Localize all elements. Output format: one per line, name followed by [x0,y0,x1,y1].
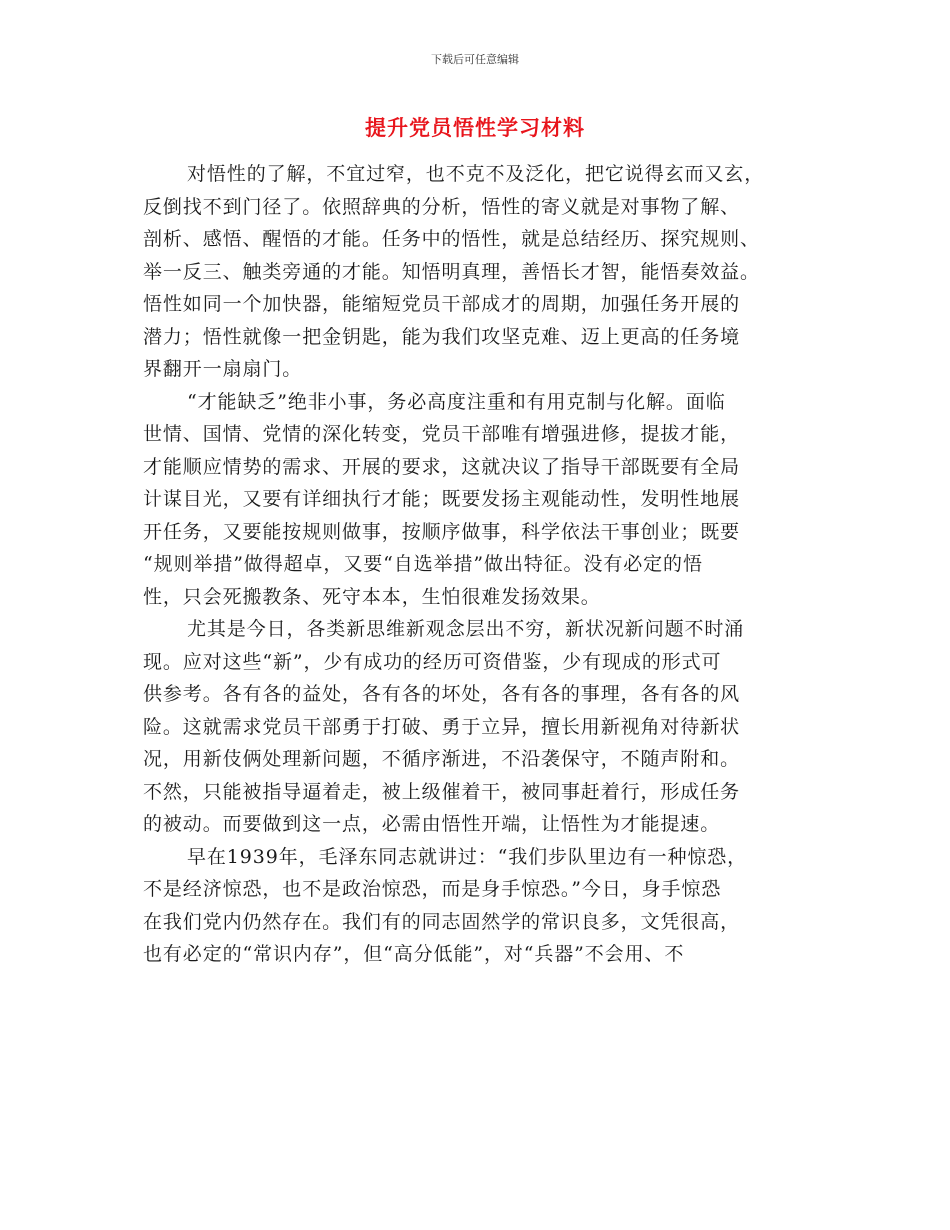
paragraph-line: 性，只会死搬教条、死守本本，生怕很难发扬效果。 [143,585,601,608]
paragraph-line: 悟性如同一个加快器，能缩短党员干部成才的周期，加强任务开展的 [143,293,741,315]
paragraph-line: 计谋目光，又要有详细执行才能；既要发扬主观能动性，发明性地展 [143,488,741,510]
paragraph-line: 才能顺应情势的需求、开展的要求，这就决议了指导干部既要有全局 [143,455,741,478]
paragraph-line: 在我们党内仍然存在。我们有的同志固然学的常识良多，文凭很高， [143,910,741,933]
paragraph-line: 供参考。各有各的益处，各有各的坏处，各有各的事理，各有各的风 [143,683,741,705]
body-paragraph [143,613,807,841]
paragraph-line: 不然，只能被指导逼着走，被上级催着干，被同事赶着行，形成任务 [143,780,741,803]
paragraph-line: 不是经济惊恐，也不是政治惊恐，而是身手惊恐。”今日，身手惊恐 [143,878,722,900]
paragraph-line: 险。这就需求党员干部勇于打破、勇于立异，擅长用新视角对待新状 [143,715,741,738]
paragraph-line: 界翻开一扇扇门。 [143,358,303,380]
paragraph-line: 对悟性的了解，不宜过窄，也不克不及泛化，把它说得玄而又玄， [187,163,765,185]
paragraph-line: 尤其是今日，各类新思维新观念层出不穷，新状况新问题不时涌 [187,618,745,640]
paragraph-line: 潜力；悟性就像一把金钥匙，能为我们攻坚克难、迈上更高的任务境 [143,325,741,348]
document-body [143,158,807,971]
paragraph-line: 也有必定的“常识内存”，但“高分低能”，对“兵器”不会用、不 [143,943,685,965]
document-title: 提升党员悟性学习材料 [365,115,585,140]
paragraph-line: 早在1939年，毛泽东同志就讲过：“我们步队里边有一种惊恐， [187,845,748,868]
paragraph-line: 现。应对这些“新”，少有成功的经历可资借鉴，少有现成的形式可 [143,650,722,673]
paragraph-line: “规则举措”做得超卓，又要“自选举措”做出特征。没有必定的悟 [143,553,703,575]
paragraph-line: “才能缺乏”绝非小事，务必高度注重和有用克制与化解。面临 [187,390,726,413]
paragraph-line: 开任务，又要能按规则做事，按顺序做事，科学依法干事创业；既要 [143,520,741,543]
body-paragraph [143,841,807,971]
paragraph-line: 世情、国情、党情的深化转变，党员干部唯有增强进修，提拔才能， [143,423,741,445]
paragraph-line: 举一反三、触类旁通的才能。知悟明真理，善悟长才智，能悟奏效益。 [143,260,760,283]
body-paragraph [143,158,807,386]
body-paragraph [143,386,807,614]
page-header-note: 下载后可任意编辑 [431,53,519,66]
paragraph-line: 的被动。而要做到这一点，必需由悟性开端，让悟性为才能提速。 [143,813,721,835]
paragraph-line: 况，用新伎俩处理新问题，不循序渐进，不沿袭保守，不随声附和。 [143,748,741,770]
paragraph-line: 反倒找不到门径了。依照辞典的分析，悟性的寄义就是对事物了解、 [143,195,741,218]
paragraph-line: 剖析、感悟、醒悟的才能。任务中的悟性，就是总结经历、探究规则、 [143,228,760,250]
